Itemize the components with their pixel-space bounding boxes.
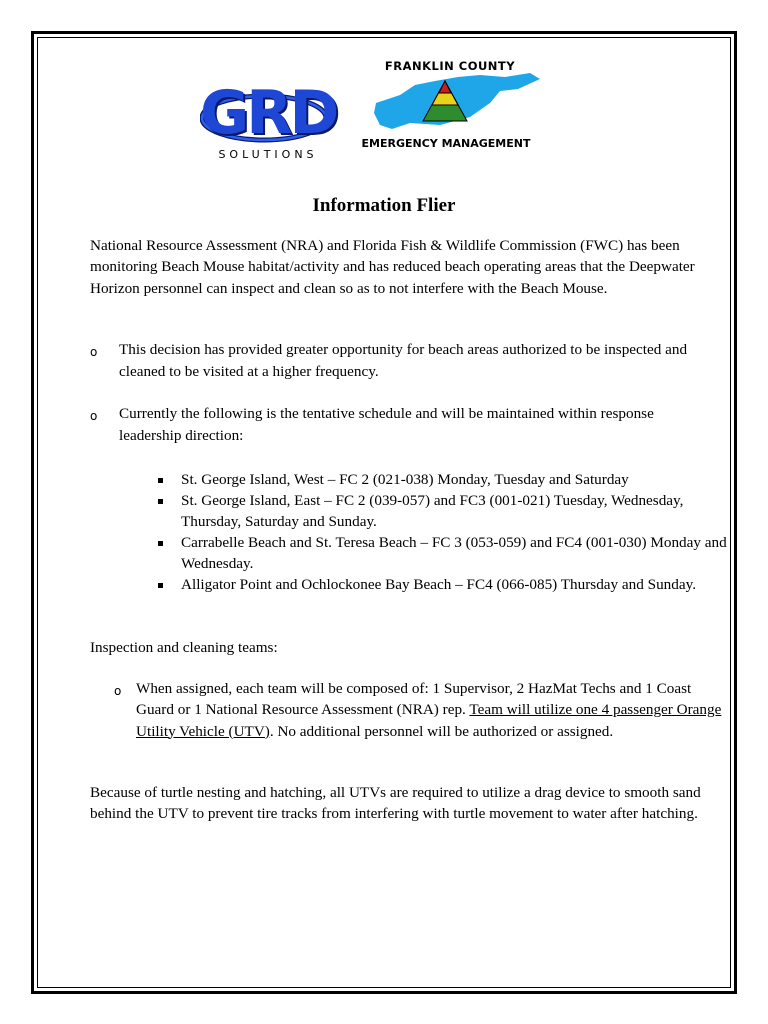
schedule-text: Alligator Point and Ochlockonee Bay Beach – FC4 (066-085) Thursday and Sunday. (181, 576, 697, 593)
teams-text-underlined: Team will utilize one 4 passenger Orange Utility Vehicle (UTV) (136, 701, 722, 740)
grd-subtitle: SOLUTIONS (218, 148, 318, 161)
bullet-marker: o (90, 345, 98, 359)
schedule-text: Carrabelle Beach and St. Teresa Beach – FC 3 (053-059) and FC4 (001-030) Monday and Wednesday. (181, 534, 727, 572)
schedule-text: St. George Island, East – FC 2 (039-057) and FC3 (001-021) Tuesday, Wednesday, Thursday, Saturday and Sunday. (181, 492, 684, 530)
teams-text-a: When assigned, each team will be composed of: 1 Supervisor, 2 HazMat Techs and 1 Coast Guard or 1 National Resource Assessment (NRA) rep. (136, 680, 692, 719)
teams-text (136, 678, 726, 742)
franklin-county-logo (340, 55, 555, 155)
square-bullet (158, 583, 163, 588)
bullet-marker: o (114, 684, 122, 698)
point-text: Currently the following is the tentative schedule and will be maintained within response leadership direction: (119, 405, 654, 444)
franklin-county-subtitle: EMERGENCY MANAGEMENT (361, 137, 531, 150)
county-map-icon (340, 55, 555, 135)
grd-letters: GRD (200, 78, 337, 148)
outro-paragraph: Because of turtle nesting and hatching, all UTVs are required to utilize a drag device to smooth sand behind the UTV to prevent tire tracks from interfering with turtle movement to water after hatching. (90, 784, 701, 823)
page-title: Information Flier (312, 195, 456, 216)
square-bullet (158, 541, 163, 546)
intro-paragraph: National Resource Assessment (NRA) and Florida Fish & Wildlife Commission (FWC) has been monitoring Beach Mouse habitat/activity and has reduced beach operating areas that the Deepwater Horizon personnel can inspect and clean so as to not interfere with the Beach Mouse. (90, 237, 695, 297)
teams-heading: Inspection and cleaning teams: (90, 639, 278, 656)
point-text: This decision has provided greater opportunity for beach areas authorized to be inspected and cleaned to be visited at a higher frequency. (119, 341, 688, 380)
square-bullet (158, 478, 163, 483)
bullet-marker: o (90, 409, 98, 423)
franklin-county-title: FRANKLIN COUNTY (384, 59, 516, 73)
square-bullet (158, 499, 163, 504)
schedule-text: St. George Island, West – FC 2 (021-038) Monday, Tuesday and Saturday (181, 471, 629, 488)
teams-text-b: . No additional personnel will be authorized or assigned. (269, 722, 614, 740)
grd-solutions-logo (200, 78, 337, 164)
